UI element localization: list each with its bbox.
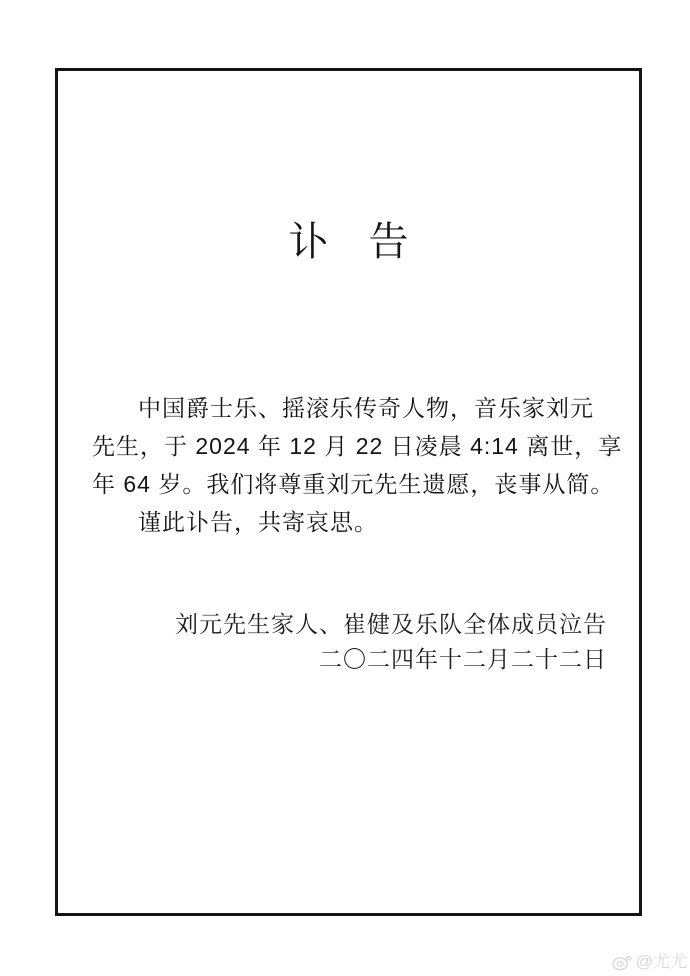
signature-line: 刘元先生家人、崔健及乐队全体成员泣告 [175,611,607,637]
body-line-4: 谨此讣告，共寄哀思。 [138,509,378,535]
signature-block [58,607,639,677]
date-line: 二〇二四年十二月二十二日 [319,646,607,672]
weibo-logo-icon [611,953,633,971]
notice-title: 讣 告 [288,220,409,264]
watermark-text: @尤尤 [635,952,687,971]
notice-body [58,389,639,541]
watermark [611,951,687,973]
body-line-3: 年 64 岁。我们将尊重刘元先生遗愿，丧事从简。 [92,471,615,497]
body-line-1: 中国爵士乐、摇滚乐传奇人物，音乐家刘元 [138,395,594,421]
body-line-2: 先生，于 2024 年 12 月 22 日凌晨 4:14 离世，享 [92,433,623,459]
obituary-frame [55,68,642,916]
